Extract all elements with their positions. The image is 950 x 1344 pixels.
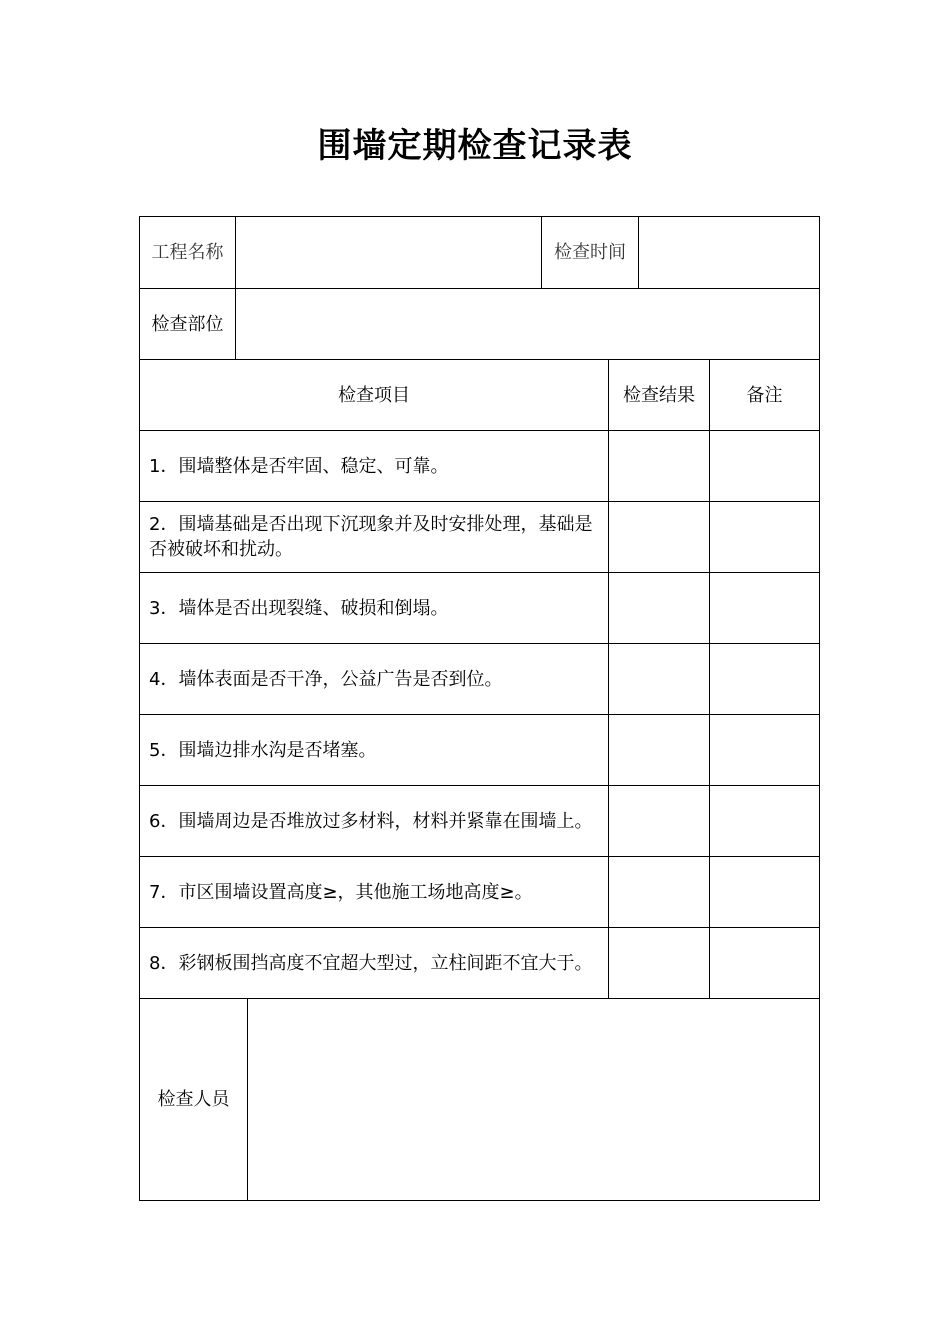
table-row [140, 928, 819, 999]
table-row [140, 502, 819, 573]
remark-cell[interactable] [710, 644, 819, 714]
check-part-label: 检查部位 [140, 289, 236, 359]
column-header-item: 检查项目 [140, 360, 609, 430]
result-cell[interactable] [609, 431, 710, 501]
remark-cell[interactable] [710, 502, 819, 572]
table-row [140, 857, 819, 928]
check-time-label: 检查时间 [542, 217, 639, 288]
result-cell[interactable] [609, 928, 710, 998]
remark-cell[interactable] [710, 573, 819, 643]
project-name-label: 工程名称 [140, 217, 236, 288]
page-title: 围墙定期检查记录表 [317, 126, 633, 166]
remark-cell[interactable] [710, 431, 819, 501]
table-row [140, 715, 819, 786]
inspection-form [139, 216, 820, 1201]
row-project-name [140, 217, 819, 289]
inspector-label: 检查人员 [140, 999, 248, 1200]
result-cell[interactable] [609, 502, 710, 572]
remark-cell[interactable] [710, 715, 819, 785]
item-text: 8．彩钢板围挡高度不宜超大型过，立柱间距不宜大于。 [140, 928, 609, 998]
result-cell[interactable] [609, 857, 710, 927]
row-check-part [140, 289, 819, 360]
item-text: 4．墙体表面是否干净，公益广告是否到位。 [140, 644, 609, 714]
item-text: 7．市区围墙设置高度≥，其他施工场地高度≥。 [140, 857, 609, 927]
table-row [140, 431, 819, 502]
result-cell[interactable] [609, 715, 710, 785]
item-text: 3．墙体是否出现裂缝、破损和倒塌。 [140, 573, 609, 643]
remark-cell[interactable] [710, 857, 819, 927]
result-cell[interactable] [609, 786, 710, 856]
column-header-remark: 备注 [746, 384, 783, 406]
result-cell[interactable] [609, 644, 710, 714]
remark-cell[interactable] [710, 786, 819, 856]
table-row [140, 573, 819, 644]
table-row [140, 644, 819, 715]
inspector-field[interactable] [248, 999, 819, 1200]
item-text: 5．围墙边排水沟是否堵塞。 [140, 715, 609, 785]
remark-cell[interactable] [710, 928, 819, 998]
table-header-row [140, 360, 819, 431]
item-text: 6．围墙周边是否堆放过多材料，材料并紧靠在围墙上。 [140, 786, 609, 856]
item-text: 1．围墙整体是否牢固、稳定、可靠。 [140, 431, 609, 501]
project-name-field[interactable] [236, 217, 542, 288]
column-header-result: 检查结果 [609, 360, 710, 430]
row-inspector [140, 999, 819, 1200]
check-time-field[interactable] [639, 217, 819, 288]
table-row [140, 786, 819, 857]
check-part-field[interactable] [236, 289, 819, 359]
result-cell[interactable] [609, 573, 710, 643]
item-text: 2．围墙基础是否出现下沉现象并及时安排处理，基础是否被破坏和扰动。 [140, 502, 609, 572]
